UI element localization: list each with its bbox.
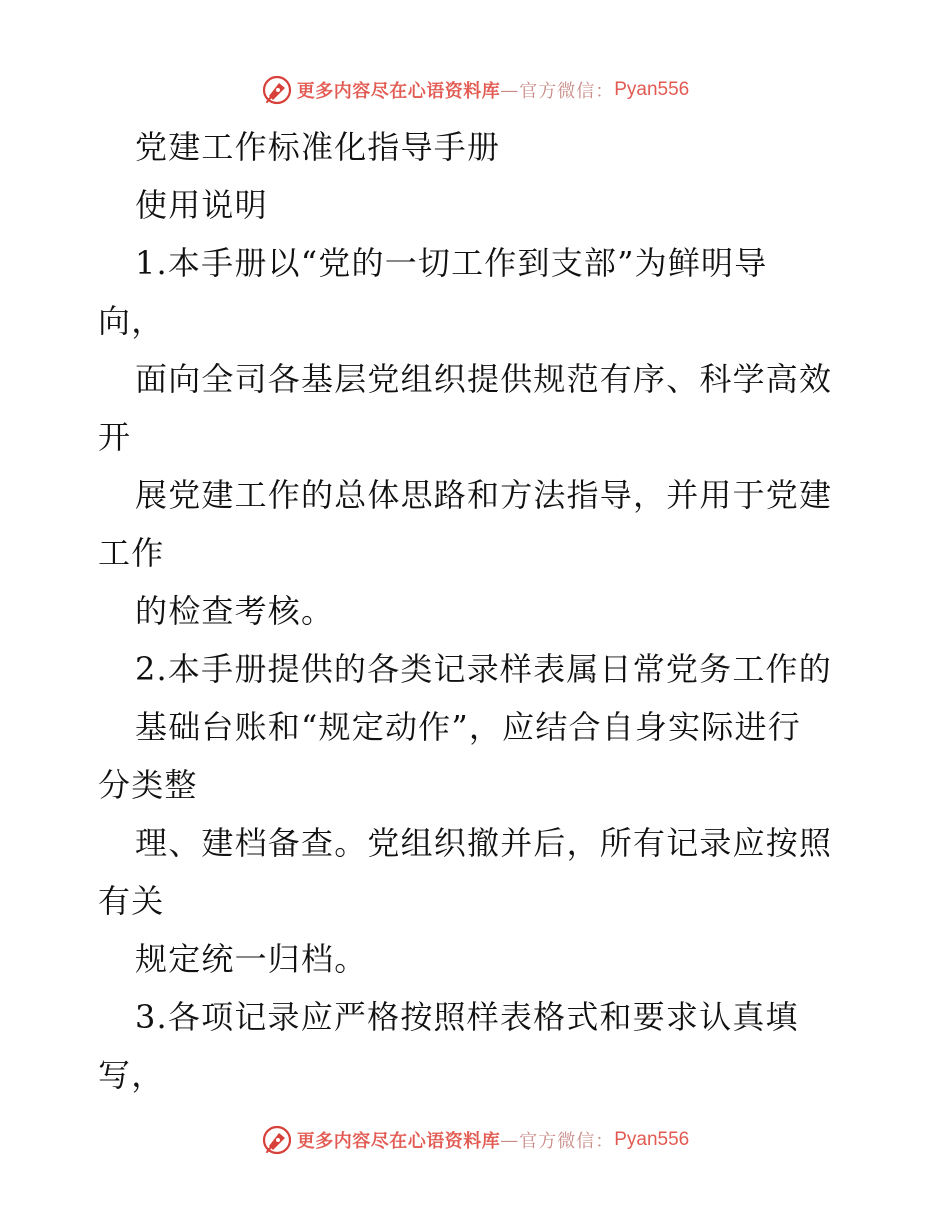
- text-line: 面向全司各基层党组织提供规范有序、科学高效: [135, 360, 833, 398]
- text-line: 分类整: [98, 766, 198, 804]
- text-line: 3.各项记录应严格按照样表格式和要求认真填: [135, 998, 799, 1036]
- text-line: 2.本手册提供的各类记录样表属日常党务工作的: [135, 650, 832, 688]
- pen-nib-logo-icon: [261, 1124, 293, 1156]
- document-title: 党建工作标准化指导手册: [135, 128, 501, 166]
- watermark-separator: —: [500, 1129, 520, 1151]
- watermark-label: 官方微信：: [519, 81, 615, 102]
- header-watermark: [0, 70, 950, 110]
- watermark-text: 更多内容尽在心语资料库: [296, 81, 501, 102]
- pen-nib-logo-icon: [261, 74, 293, 106]
- text-line: 规定统一归档。: [135, 940, 368, 978]
- text-line: 展党建工作的总体思路和方法指导，并用于党建: [135, 476, 833, 514]
- section-heading: 使用说明: [135, 186, 268, 224]
- text-line: 基础台账和“规定动作”，应结合自身实际进行: [135, 708, 801, 746]
- text-line: 开: [98, 418, 132, 456]
- document-body: [0, 118, 950, 1104]
- text-line: 有关: [98, 882, 165, 920]
- watermark-id: Pyan556: [614, 79, 690, 100]
- text-line: 工作: [98, 534, 165, 572]
- watermark-label: 官方微信：: [519, 1131, 615, 1152]
- watermark-id: Pyan556: [614, 1129, 690, 1150]
- watermark-separator: —: [500, 79, 520, 101]
- watermark-text: 更多内容尽在心语资料库: [296, 1131, 501, 1152]
- text-line: 写，: [98, 1056, 165, 1094]
- text-line: 向，: [98, 302, 165, 340]
- text-line: 理、建档备查。党组织撤并后，所有记录应按照: [135, 824, 833, 862]
- footer-watermark: [0, 1120, 950, 1160]
- text-line: 1.本手册以“党的一切工作到支部”为鲜明导: [135, 244, 768, 282]
- text-line: 的检查考核。: [135, 592, 335, 630]
